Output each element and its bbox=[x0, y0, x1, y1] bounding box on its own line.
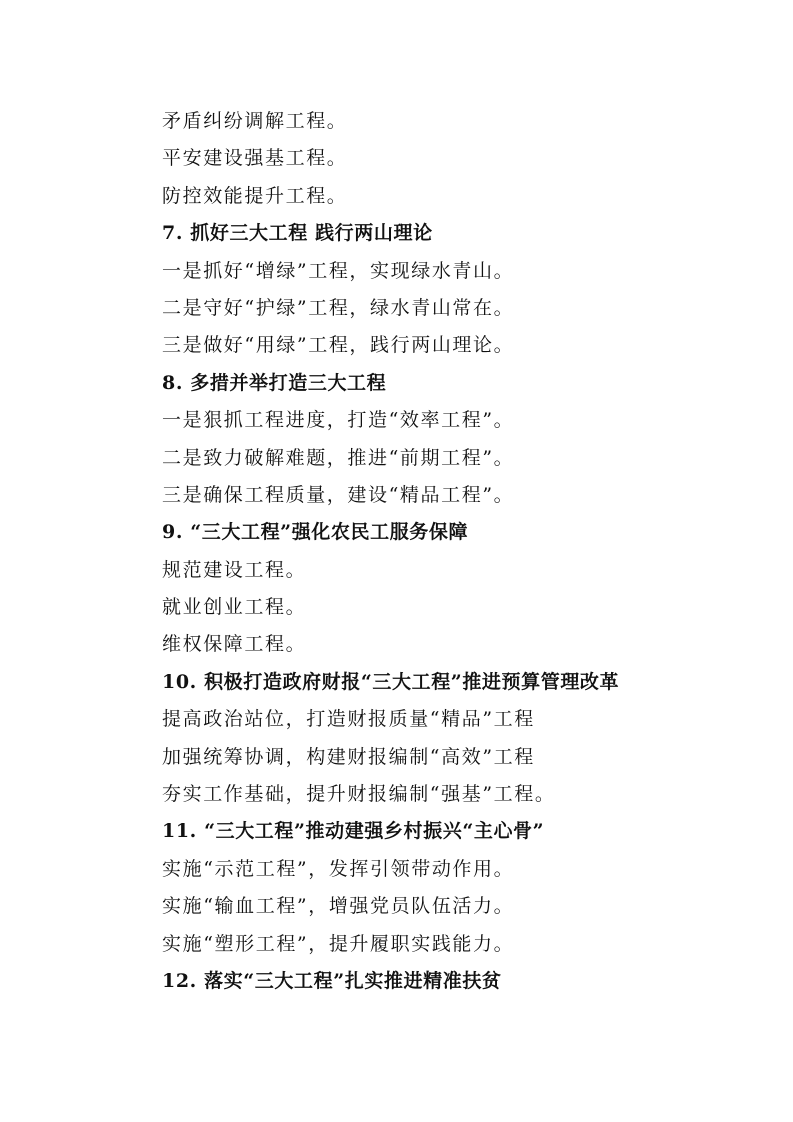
body-line-15: 维权保障工程。 bbox=[162, 633, 307, 656]
body-line-11: 三是确保工程质量，建设“精品工程”。 bbox=[162, 483, 515, 506]
document-page bbox=[162, 103, 742, 1000]
section-heading-7: 7. 抓好三大工程 践行两山理论 bbox=[162, 222, 433, 245]
body-line-17: 提高政治站位，打造财报质量“精品”工程 bbox=[162, 708, 535, 731]
body-line-3: 防控效能提升工程。 bbox=[162, 184, 348, 207]
body-line-22: 实施“输血工程”，增强党员队伍活力。 bbox=[162, 895, 515, 918]
section-heading-10: 10. 积极打造政府财报“三大工程”推进预算管理改革 bbox=[162, 670, 620, 693]
body-line-6: 二是守好“护绿”工程，绿水青山常在。 bbox=[162, 296, 515, 319]
body-line-18: 加强统筹协调，构建财报编制“高效”工程 bbox=[162, 745, 535, 768]
section-heading-9: 9. “三大工程”强化农民工服务保障 bbox=[162, 521, 469, 544]
section-heading-11: 11. “三大工程”推动建强乡村振兴“主心骨” bbox=[162, 820, 545, 843]
body-line-9: 一是狠抓工程进度，打造“效率工程”。 bbox=[162, 409, 515, 432]
body-line-21: 实施“示范工程”，发挥引领带动作用。 bbox=[162, 857, 515, 880]
body-line-7: 三是做好“用绿”工程，践行两山理论。 bbox=[162, 334, 515, 357]
body-line-1: 矛盾纠纷调解工程。 bbox=[162, 110, 348, 132]
body-line-23: 实施“塑形工程”，提升履职实践能力。 bbox=[162, 932, 515, 955]
section-heading-8: 8. 多措并举打造三大工程 bbox=[162, 371, 387, 394]
section-heading-12: 12. 落实“三大工程”扎实推进精准扶贫 bbox=[162, 969, 502, 992]
body-line-14: 就业创业工程。 bbox=[162, 596, 307, 619]
body-line-19: 夯实工作基础，提升财报编制“强基”工程。 bbox=[162, 783, 556, 806]
body-line-13: 规范建设工程。 bbox=[162, 558, 307, 581]
body-line-10: 二是致力破解难题，推进“前期工程”。 bbox=[162, 446, 515, 469]
body-line-2: 平安建设强基工程。 bbox=[162, 147, 348, 170]
body-line-5: 一是抓好“增绿”工程，实现绿水青山。 bbox=[162, 259, 515, 282]
